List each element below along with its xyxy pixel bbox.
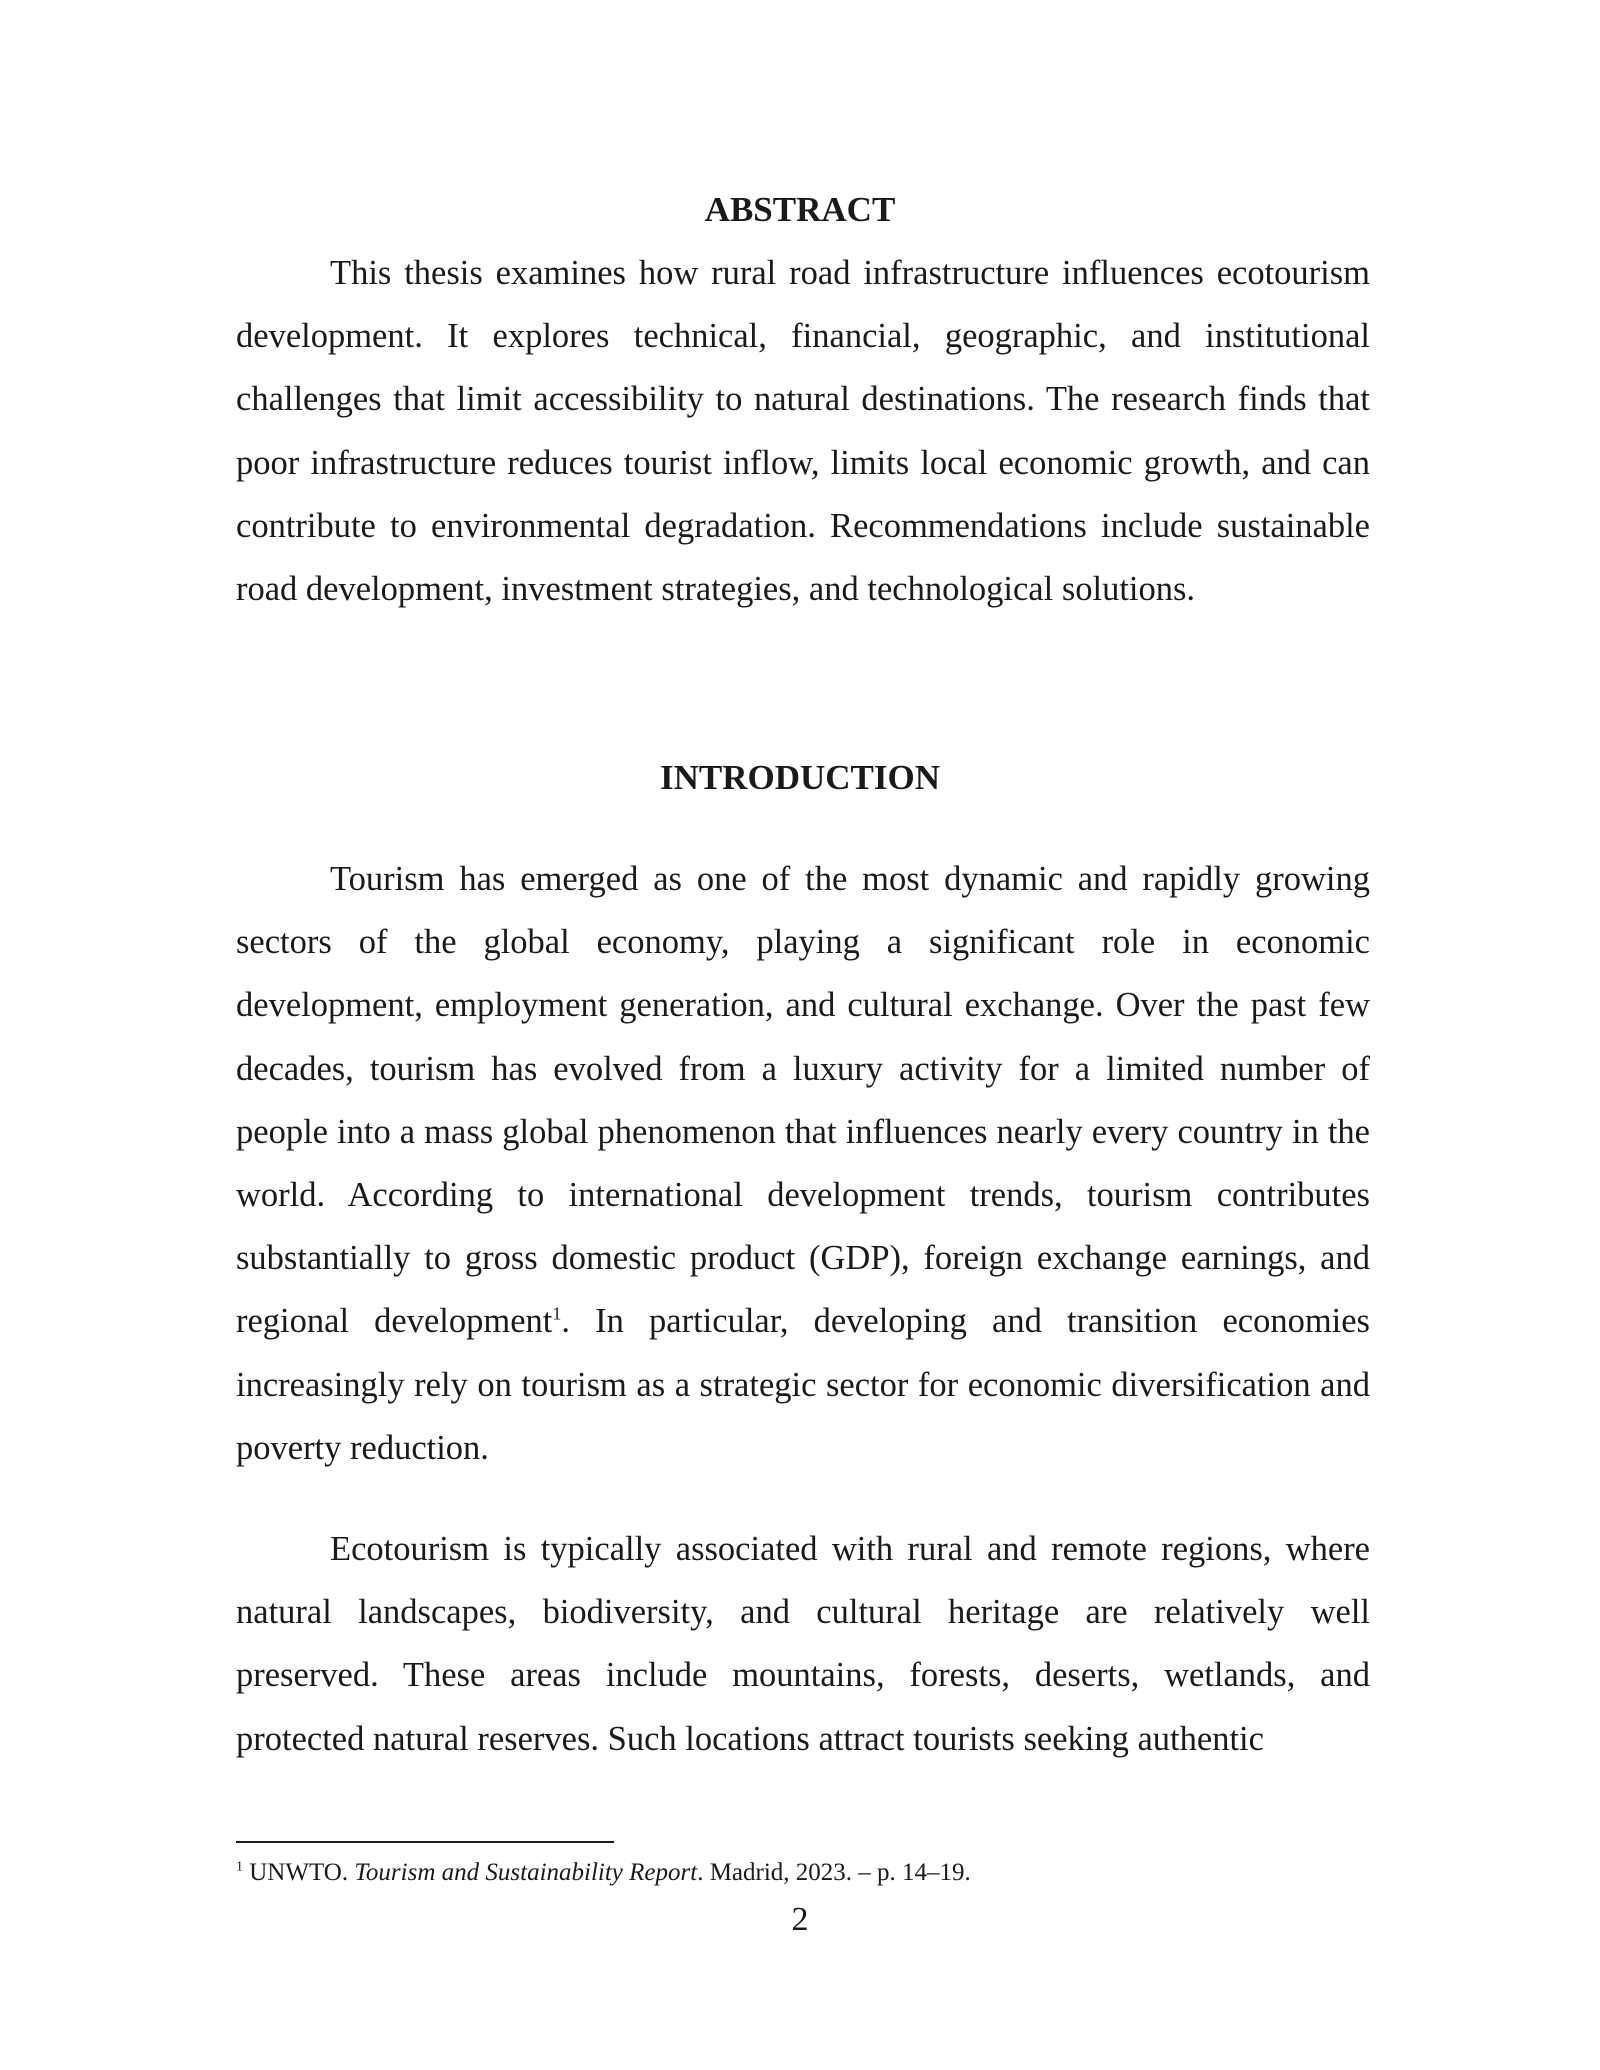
- page-number: 2: [791, 1901, 809, 1938]
- introduction-heading: INTRODUCTION: [659, 758, 941, 797]
- abstract-heading: ABSTRACT: [704, 190, 896, 229]
- abstract-paragraph: This thesis examines how rural road infrastructure influences ecotourism development. It explores technical, financial, geographic, and institutional challenges that limit accessibility to natural destinations. The research finds that poor infrastructure reduces tourist inflow, limits local economic growth, and can contribute to environmental degradation. Recommendations include sustainable road development, investment strategies, and technological solutions.: [236, 254, 1370, 609]
- footnote-details: . Madrid, 2023. – p. 14–19.: [697, 1859, 971, 1886]
- footnote-title: Tourism and Sustainability Report: [354, 1859, 698, 1886]
- footnote-separator: [236, 1841, 614, 1843]
- paragraph-text-after-reference: . In particular, developing and transition economies increasingly rely on tourism as a strategic sector for economic diversification and poverty reduction.: [236, 1302, 1370, 1467]
- footnote: [236, 1857, 1370, 1889]
- footnote-number: 1: [236, 1859, 243, 1875]
- introduction-paragraph-1: [236, 848, 1370, 1480]
- paragraph-text-before-reference: Tourism has emerged as one of the most dynamic and rapidly growing sectors of the global economy, playing a significant role in economic development, employment generation, and cultural exchange. Over the past few decades, tourism has evolved from a luxury activity for a limited number of people into a mass global phenomenon that influences nearly every country in the world. According to international development trends, tourism contributes substantially to gross domestic product (GDP), foreign exchange earnings, and regional development: [236, 860, 1370, 1341]
- footnote-reference[interactable]: 1: [552, 1303, 562, 1324]
- footnote-author: UNWTO.: [249, 1859, 349, 1886]
- introduction-paragraph-2: Ecotourism is typically associated with rural and remote regions, where natural landscapes, biodiversity, and cultural heritage are relatively well preserved. These areas include mountains, forests, deserts, wetlands, and protected natural reserves. Such locations attract tourists seeking authentic: [236, 1530, 1370, 1758]
